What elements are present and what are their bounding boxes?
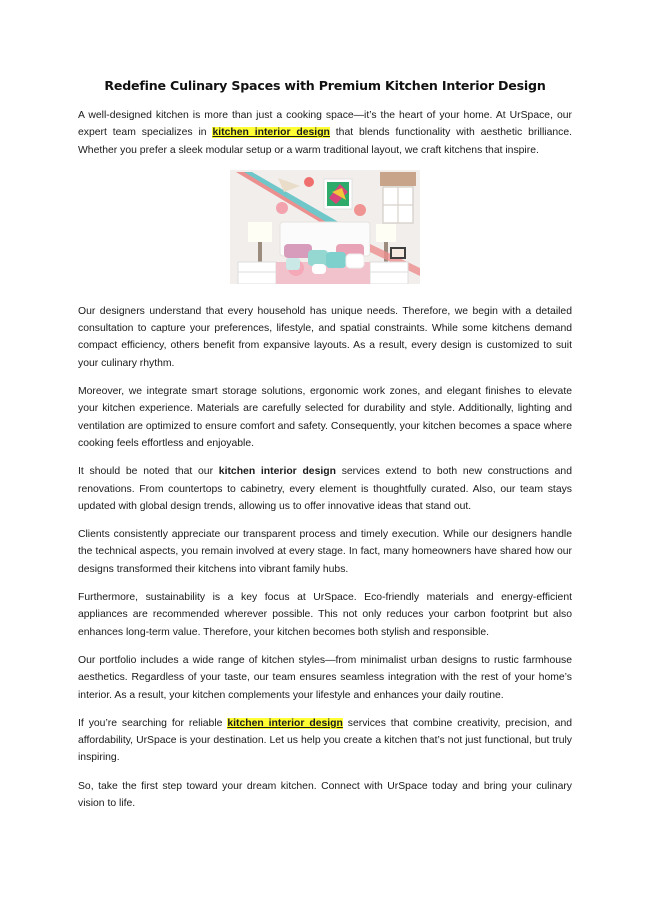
highlighted-keyword-link[interactable]: kitchen interior design xyxy=(227,717,343,729)
bedroom-photo xyxy=(230,170,420,284)
paragraph: Our designers understand that every household has unique needs. Therefore, we begin with a detailed consultation to capture your preferences, lifestyle, and spatial constraints. While some kitchens demand compact efficiency, others benefit from expansive layouts. As a result, every design is customized to suit your culinary rhythm. xyxy=(78,305,572,369)
bold-keyword: kitchen interior design xyxy=(218,466,336,478)
document-page xyxy=(78,78,572,823)
paragraph-closing: So, take the first step toward your dream kitchen. Connect with UrSpace today and bring your culinary vision to life. xyxy=(78,780,572,810)
paragraph xyxy=(78,715,572,767)
paragraph-text: services that combine creativity, precision, and affordability, UrSpace is your destination. Let us help you create a kitchen that’s not just functional, but truly inspiring. xyxy=(78,717,572,764)
paragraph: Moreover, we integrate smart storage solutions, ergonomic work zones, and elegant finishes to elevate your kitchen experience. Materials are carefully selected for durability and style. Additionally, lighting and ventilation are optimized to ensure comfort and safety. Consequently, your kitchen becomes a space where cooking feels effortless and enjoyable. xyxy=(78,386,572,449)
paragraph xyxy=(78,463,572,515)
paragraph-text: that blends functionality with aesthetic brilliance. Whether you prefer a sleek modular setup or a warm traditional layout, we craft kitchens that inspire. xyxy=(78,127,572,156)
paragraph-text: It should be noted that our xyxy=(78,466,219,478)
paragraph: Clients consistently appreciate our transparent process and timely execution. While our designers handle the technical aspects, you remain involved at every stage. In fact, many homeowners have shared how our designs transformed their kitchens into vibrant family hubs. xyxy=(78,529,572,575)
paragraph-text: If you’re searching for reliable xyxy=(78,717,228,729)
document-title: Redefine Culinary Spaces with Premium Kitchen Interior Design xyxy=(104,78,546,93)
paragraph-intro xyxy=(78,107,572,159)
paragraph: Furthermore, sustainability is a key focus at UrSpace. Eco-friendly materials and energy-efficient appliances are recommended wherever possible. This not only reduces your carbon footprint but also enhances long-term value. Therefore, your kitchen becomes both stylish and responsible. xyxy=(78,592,572,638)
highlighted-keyword-link[interactable]: kitchen interior design xyxy=(212,127,330,139)
paragraph-text: A well-designed kitchen is more than just a cooking space—it’s the heart of your home. At UrSpace, our expert team specializes in xyxy=(78,110,572,139)
bedroom-illustration-icon xyxy=(230,170,420,284)
paragraph: Our portfolio includes a wide range of kitchen styles—from minimalist urban designs to rustic farmhouse aesthetics. Regardless of your taste, our team ensures seamless integration with the rest of your home’s interior. As a result, your kitchen complements your lifestyle and enhances your daily routine. xyxy=(78,654,572,701)
paragraph-text: services extend to both new constructions and renovations. From countertops to cabinetry, every element is thoughtfully curated. Also, our team stays updated with global design trends, allowing us to offer innovative ideas that stand out. xyxy=(78,466,572,512)
